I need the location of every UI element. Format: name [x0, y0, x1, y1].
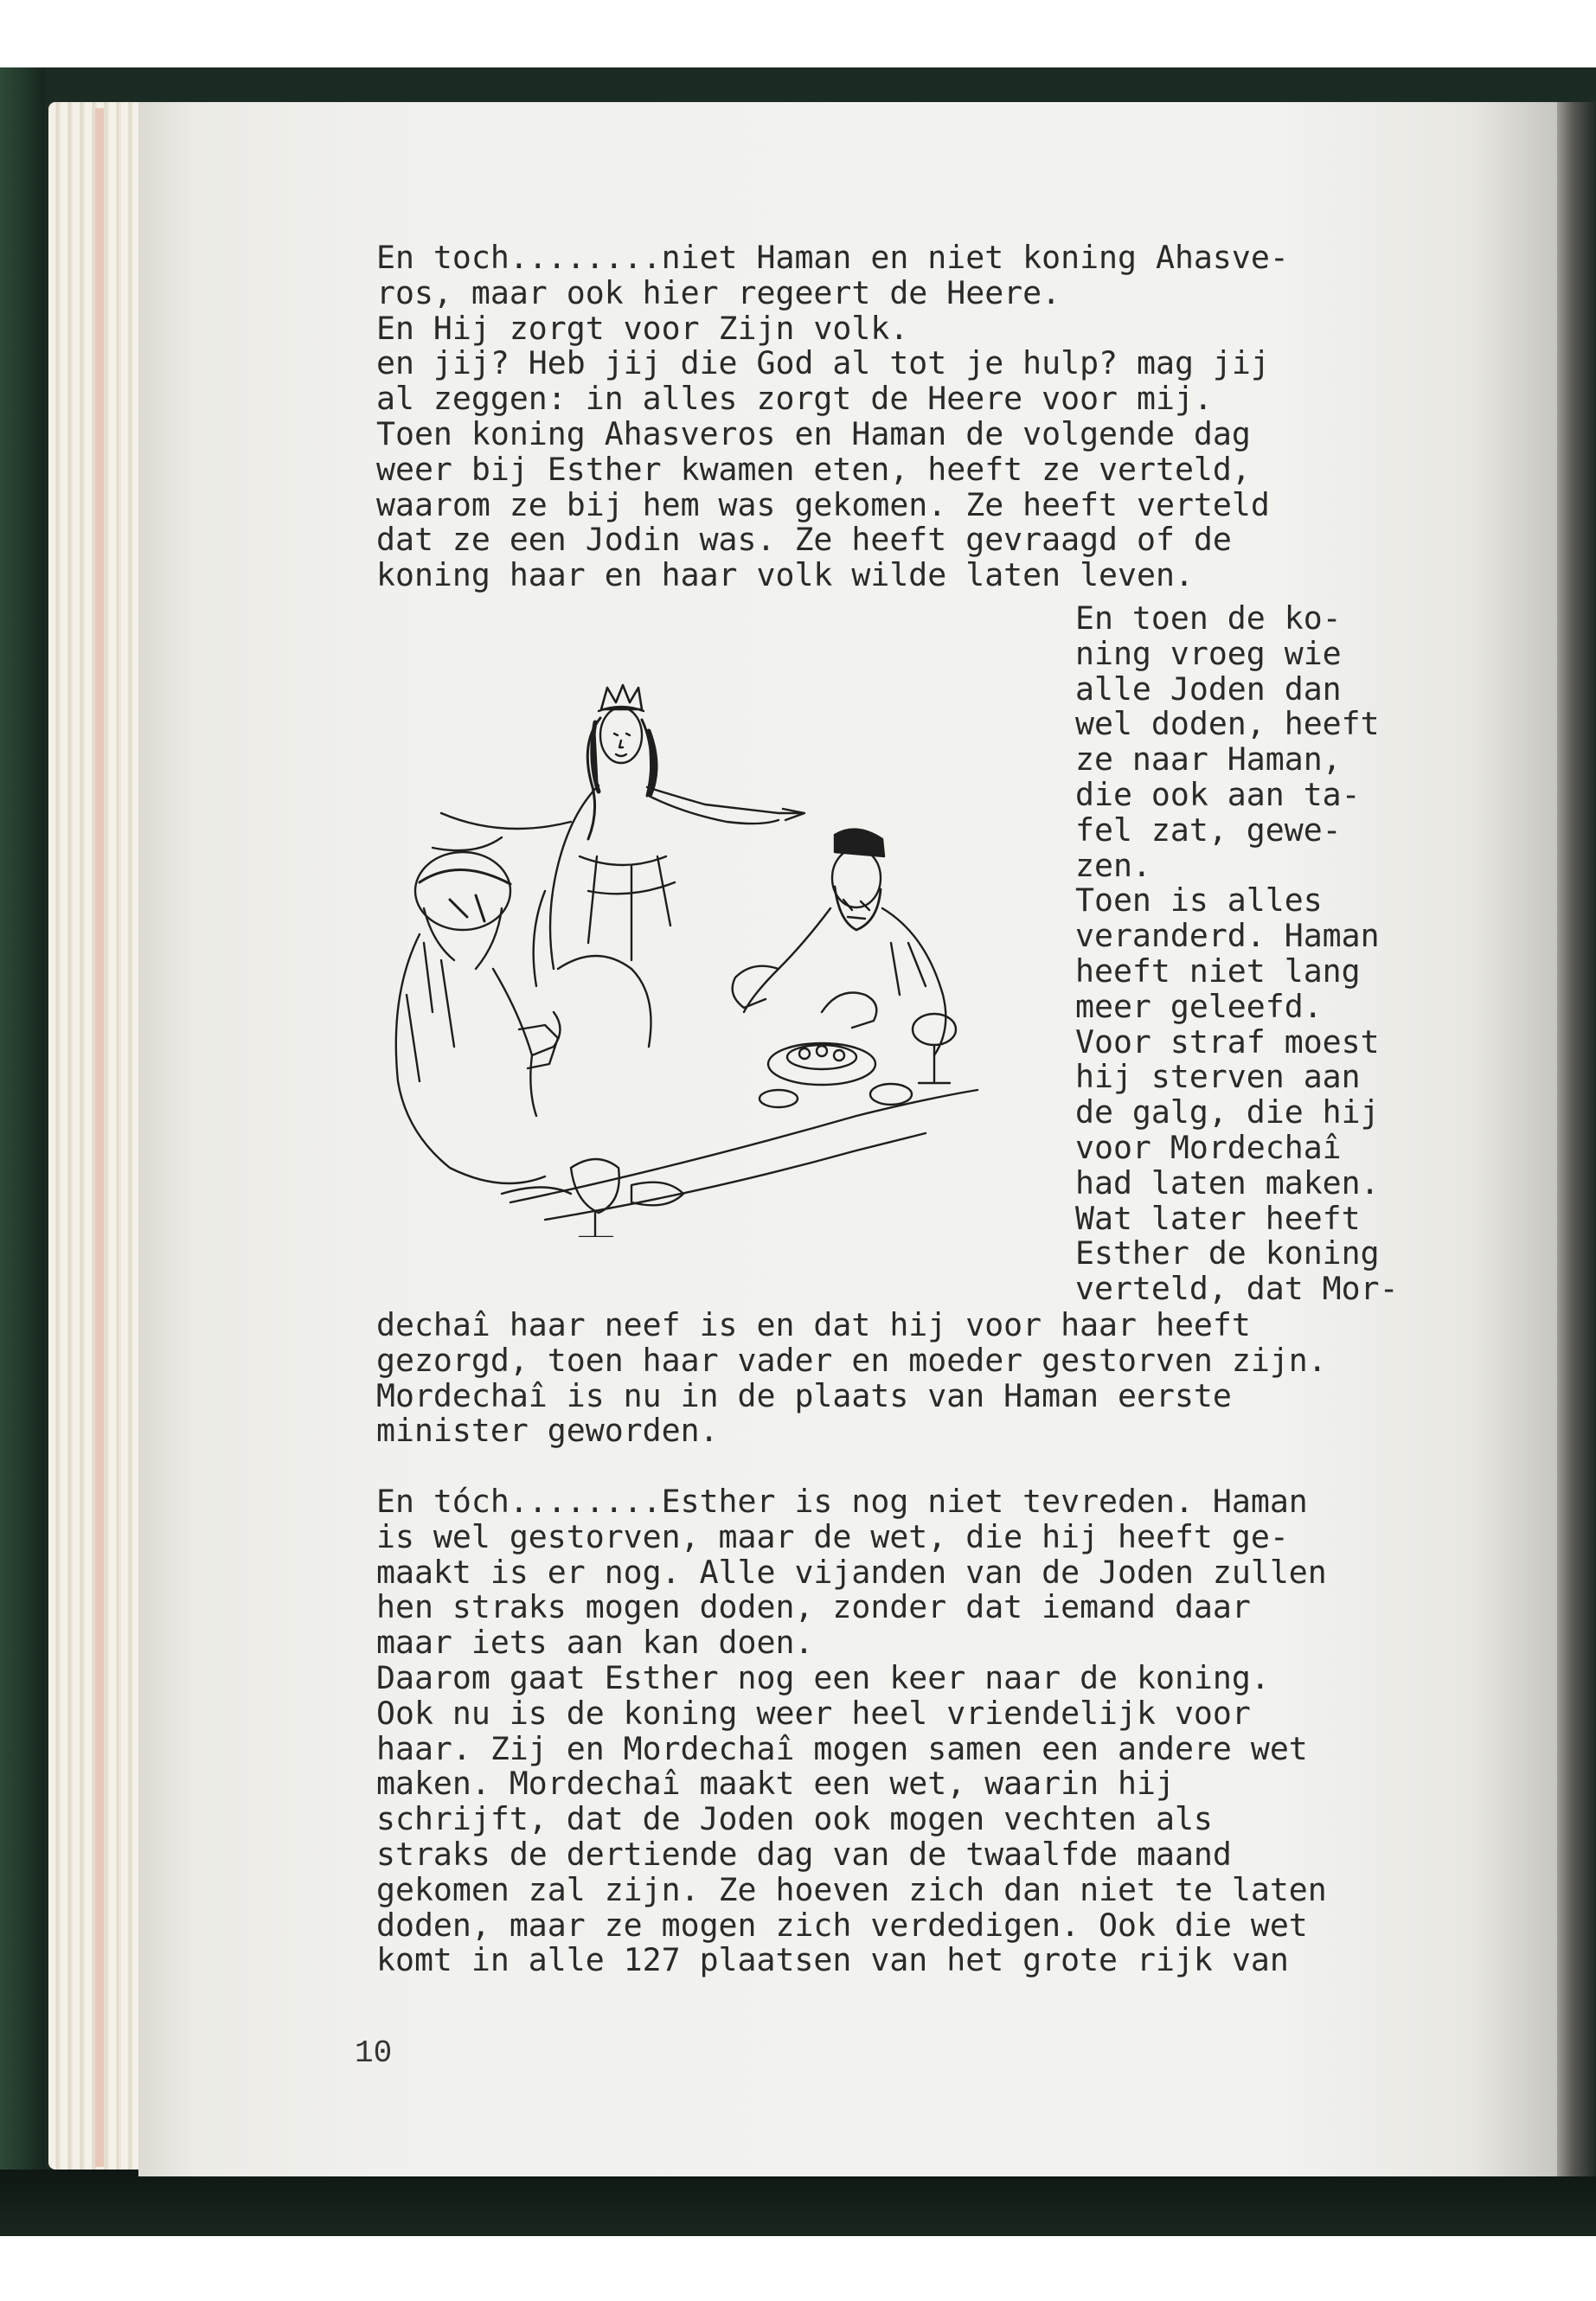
paragraph-right-column-line: zen. [1075, 846, 1151, 884]
esther-pointing-at-haman-illustration [372, 683, 1038, 1237]
paragraph-right-column-line: ning vroeg wie [1075, 634, 1342, 672]
paragraph-bottom-line: schrijft, dat de Joden ook mogen vechten als [376, 1800, 1213, 1838]
paragraph-right-column-line: alle Joden dan [1075, 670, 1342, 708]
paragraph-right-column-line: Wat later heeft [1075, 1199, 1361, 1237]
page-gutter-shadow [1557, 102, 1596, 2176]
paragraph-right-column-line: de galg, die hij [1075, 1093, 1380, 1131]
paragraph-top-line: waarom ze bij hem was gekomen. Ze heeft verteld [376, 485, 1270, 523]
paragraph-bottom-line: komt in alle 127 plaatsen van het grote rijk van [376, 1941, 1289, 1979]
paragraph-top [376, 240, 1289, 593]
paragraph-right-column-line: ze naar Haman, [1075, 740, 1342, 779]
paragraph-right-column-line: Toen is alles [1075, 881, 1323, 920]
paragraph-bottom-line: Daarom gaat Esther nog een keer naar de koning. [376, 1658, 1270, 1696]
banquet-table-icon [502, 1014, 977, 1237]
paragraph-bottom-line: straks de dertiende dag van de twaalfde maand [376, 1835, 1232, 1873]
paragraph-right-column-line: En toen de ko- [1075, 599, 1342, 637]
paragraph-bottom-line: Mordechaî is nu in de plaats van Haman eerste [376, 1376, 1232, 1414]
paragraph-bottom-line: En tóch........Esther is nog niet tevreden. Haman [376, 1482, 1308, 1520]
paragraph-bottom-line: gekomen zal zijn. Ze hoeven zich dan niet te laten [376, 1870, 1327, 1908]
paragraph-bottom-line [376, 1449, 1327, 1484]
paragraph-bottom-line: maken. Mordechaî maakt een wet, waarin hij [376, 1765, 1175, 1803]
paragraph-top-line: dat ze een Jodin was. Ze heeft gevraagd of de [376, 521, 1232, 559]
paragraph-top-line: en jij? Heb jij die God al tot je hulp? mag jij [376, 344, 1270, 382]
book-cover-bottom [0, 2170, 1596, 2236]
paragraph-right-column-line: voor Mordechaî [1075, 1128, 1342, 1166]
paragraph-right-column-line: fel zat, gewe- [1075, 811, 1342, 849]
paragraph-bottom [376, 1308, 1327, 1978]
paragraph-bottom-line: Ook nu is de koning weer heel vriendelijk voor [376, 1694, 1251, 1732]
paragraph-bottom-line: gezorgd, toen haar vader en moeder gestorven zijn. [376, 1341, 1327, 1379]
page-edge-tint [95, 108, 104, 2167]
paragraph-top-line: En toch........niet Haman en niet koning Ahasve- [376, 239, 1289, 276]
haman-figure-icon [733, 830, 946, 1055]
paragraph-bottom-line: minister geworden. [376, 1412, 719, 1450]
bottom-margin [0, 2236, 1596, 2301]
paragraph-right-column-line: die ook aan ta- [1075, 775, 1361, 813]
book-cover-edge [0, 67, 45, 2170]
paragraph-right-column-line: meer geleefd. [1075, 987, 1323, 1025]
paragraph-bottom-line: dechaî haar neef is en dat hij voor haar heeft [376, 1306, 1251, 1343]
paragraph-right-column-line: veranderd. Haman [1075, 917, 1380, 955]
paragraph-right-column [1075, 601, 1399, 1307]
paragraph-top-line: al zeggen: in alles zorgt de Heere voor mij. [376, 380, 1213, 418]
page-number: 10 [355, 2035, 393, 2071]
king-figure-icon [396, 852, 561, 1183]
paragraph-bottom-line: is wel gestorven, maar de wet, die hij heeft ge- [376, 1517, 1289, 1555]
esther-figure-icon [433, 685, 804, 1047]
paragraph-right-column-line: verteld, dat Mor- [1075, 1270, 1399, 1308]
paragraph-top-line: weer bij Esther kwamen eten, heeft ze verteld, [376, 450, 1251, 488]
paragraph-right-column-line: wel doden, heeft [1075, 705, 1380, 743]
paragraph-right-column-line: hij sterven aan [1075, 1058, 1361, 1096]
top-margin [0, 0, 1596, 67]
paragraph-right-column-line: Voor straf moest [1075, 1022, 1380, 1061]
paragraph-bottom-line: maakt is er nog. Alle vijanden van de Joden zullen [376, 1553, 1327, 1591]
paragraph-top-line: En Hij zorgt voor Zijn volk. [376, 309, 909, 347]
paragraph-bottom-line: hen straks mogen doden, zonder dat iemand daar [376, 1588, 1251, 1626]
paragraph-right-column-line: had laten maken. [1075, 1163, 1380, 1202]
paragraph-top-line: Toen koning Ahasveros en Haman de volgende dag [376, 414, 1251, 452]
paragraph-right-column-line: Esther de koning [1075, 1234, 1380, 1272]
paragraph-right-column-line: heeft niet lang [1075, 952, 1361, 990]
paragraph-bottom-line: haar. Zij en Mordechaî mogen samen een andere wet [376, 1729, 1308, 1767]
paragraph-top-line: ros, maar ook hier regeert de Heere. [376, 273, 1061, 311]
paragraph-bottom-line: maar iets aan kan doen. [376, 1624, 814, 1662]
paragraph-top-line: koning haar en haar volk wilde laten leven. [376, 556, 1194, 594]
paragraph-bottom-line: doden, maar ze mogen zich verdedigen. Ook die wet [376, 1906, 1308, 1944]
